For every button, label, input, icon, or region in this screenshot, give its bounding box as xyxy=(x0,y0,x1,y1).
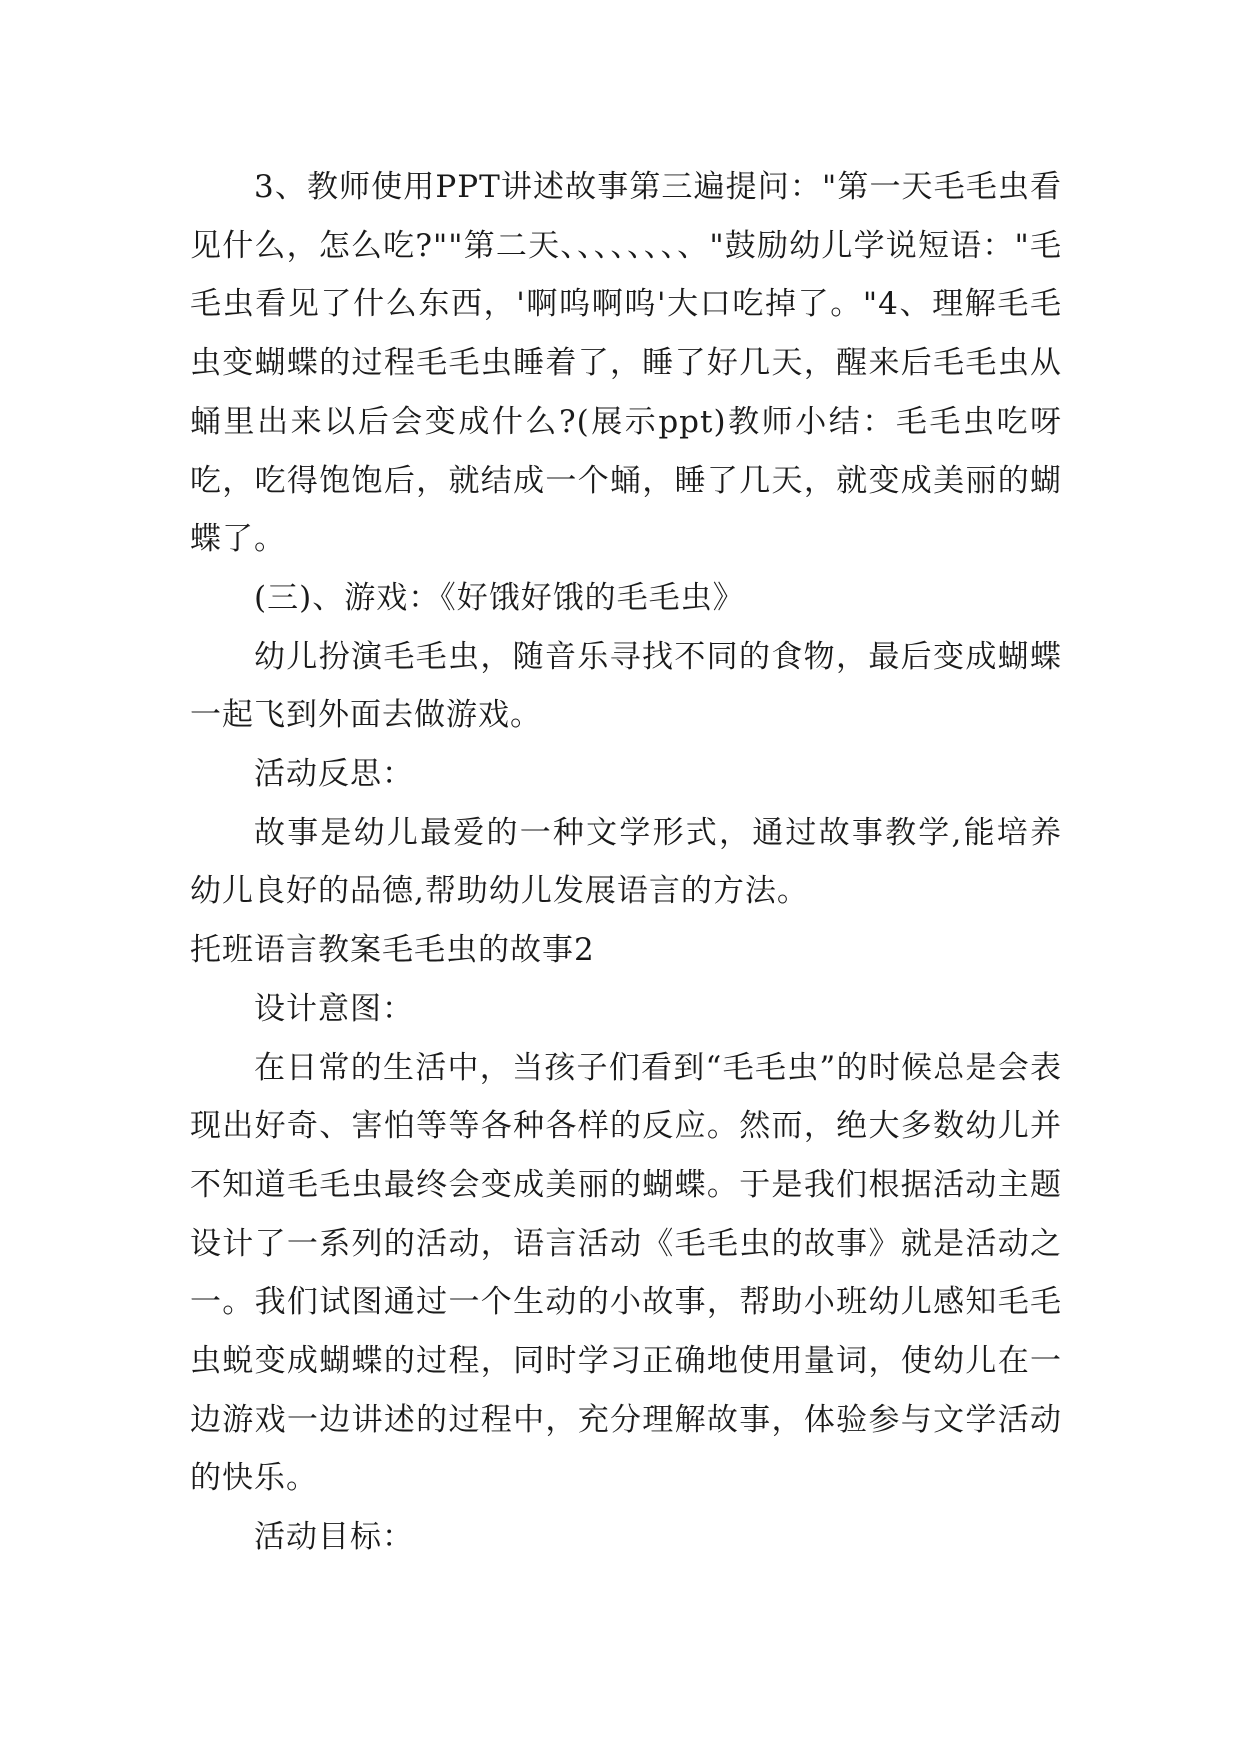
activity-goals-label: 活动目标： xyxy=(254,1519,414,1556)
reflection-label: 活动反思： xyxy=(254,756,414,793)
design-intent-label: 设计意图： xyxy=(254,990,414,1027)
paragraph-reflection: 故事是幼儿最爱的一种文学形式，通过故事教学,能培养幼儿良好的品德,帮助幼儿发展语言的方法。 xyxy=(190,814,1062,910)
paragraph-design-intent: 在日常的生活中，当孩子们看到“毛毛虫”的时候总是会表现出好奇、害怕等等各种各样的反应。然而，绝大多数幼儿并不知道毛毛虫最终会变成美丽的蝴蝶。于是我们根据活动主题设计了一系列的活动，语言活动《毛毛虫的故事》就是活动之一。我们试图通过一个生动的小故事，帮助小班幼儿感知毛毛虫蜕变成蝴蝶的过程，同时学习正确地使用量词，使幼儿在一边游戏一边讲述的过程中，充分理解故事，体验参与文学活动的快乐。 xyxy=(190,1049,1062,1497)
paragraph-game-description: 幼儿扮演毛毛虫，随音乐寻找不同的食物，最后变成蝴蝶一起飞到外面去做游戏。 xyxy=(190,638,1062,734)
document-body xyxy=(190,158,1062,1567)
game-section-title: (三)、游戏：《好饿好饿的毛毛虫》 xyxy=(254,579,745,616)
paragraph-step-3: 3、教师使用PPT讲述故事第三遍提问："第一天毛毛虫看见什么，怎么吃?""第二天、、、、、、、、"鼓励幼儿学说短语："毛毛虫看见了什么东西，'啊呜啊呜'大口吃掉了。"4、理解毛毛虫变蝴蝶的过程毛毛虫睡着了，睡了好几天，醒来后毛毛虫从蛹里出来以后会变成什么?(展示ppt)教师小结：毛毛虫吃呀吃，吃得饱饱后，就结成一个蛹，睡了几天，就变成美丽的蝴蝶了。 xyxy=(190,169,1062,558)
lesson-plan-title: 托班语言教案毛毛虫的故事2 xyxy=(190,932,595,969)
